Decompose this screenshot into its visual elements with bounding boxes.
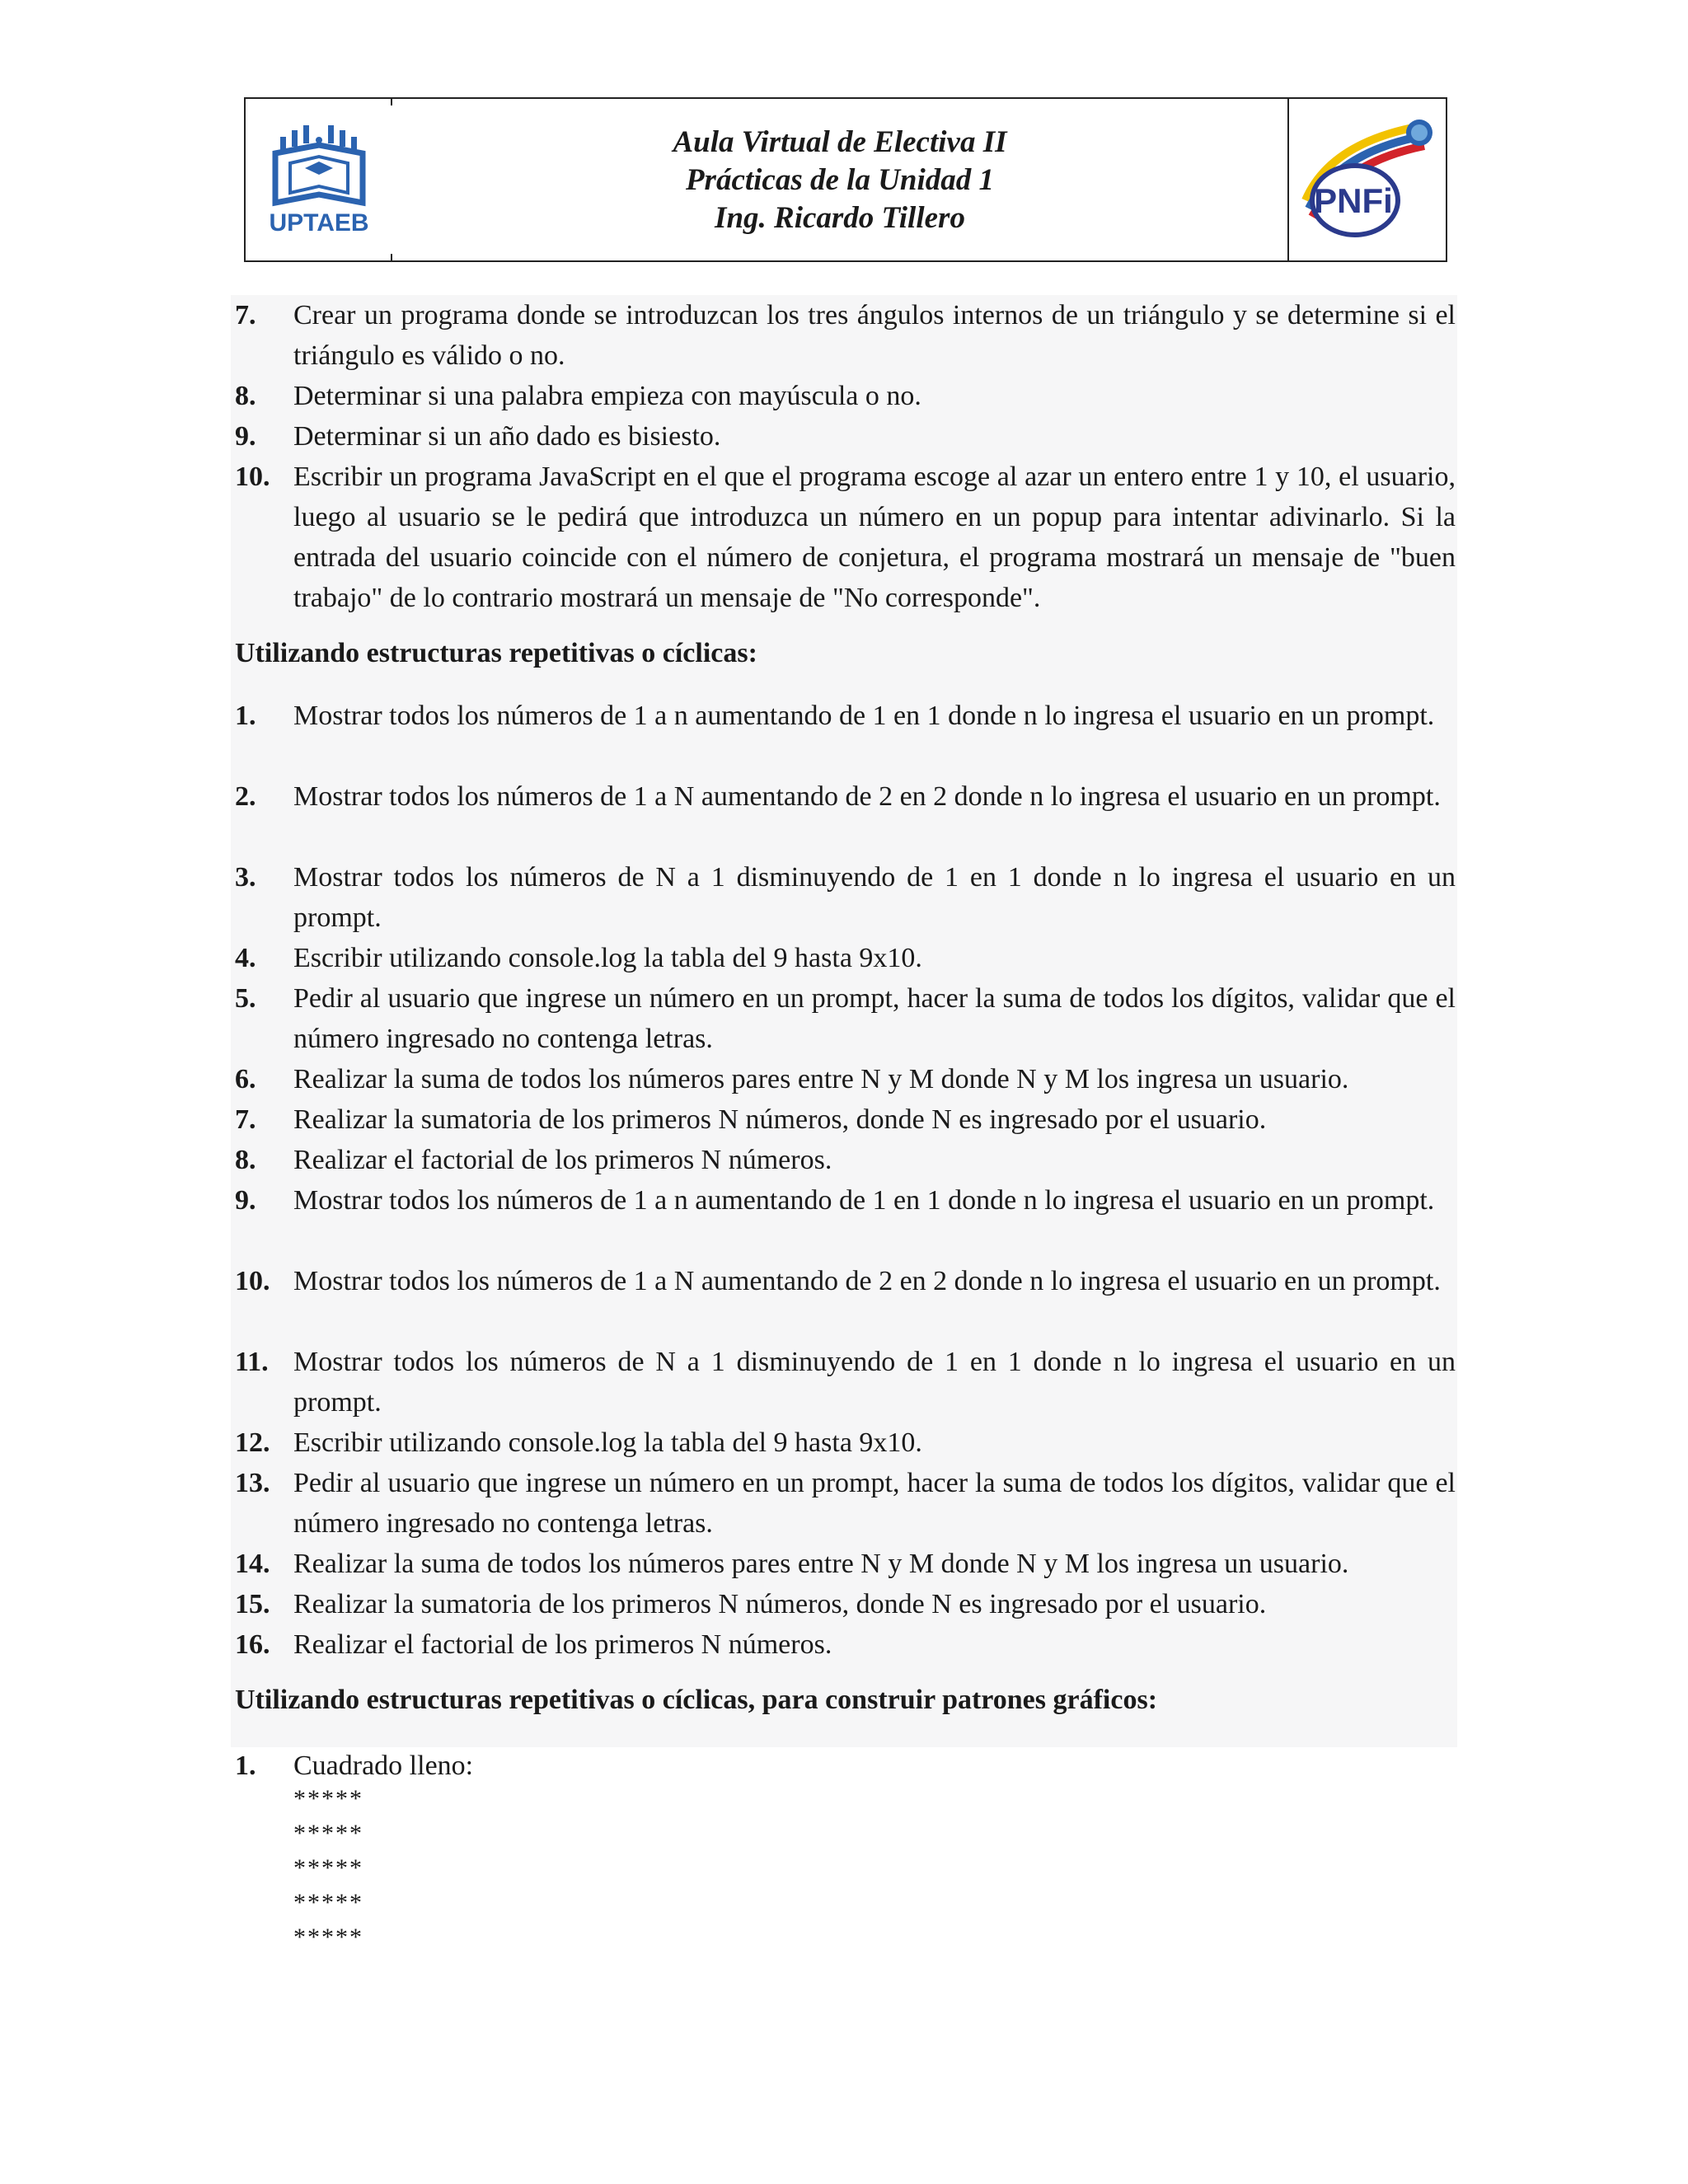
uptaeb-logo-text: UPTAEB bbox=[269, 209, 369, 237]
item-text: Mostrar todos los números de N a 1 disminuyendo de 1 en 1 donde n lo ingresa el usuario en un prompt. bbox=[293, 862, 1456, 933]
item-number: 9. bbox=[235, 421, 256, 452]
header-line-1: Aula Virtual de Electiva II bbox=[673, 125, 1007, 159]
item-text: Mostrar todos los números de 1 a N aumentando de 2 en 2 donde n lo ingresa el usuario en un prompt. bbox=[293, 781, 1441, 812]
section-heading: Utilizando estructuras repetitivas o cíclicas: bbox=[235, 638, 757, 668]
item-text: Determinar si una palabra empieza con mayúscula o no. bbox=[293, 381, 921, 411]
item-text: Realizar el factorial de los primeros N números. bbox=[293, 1145, 832, 1175]
item-text: Mostrar todos los números de 1 a n aumentando de 1 en 1 donde n lo ingresa el usuario en un prompt. bbox=[293, 1185, 1435, 1216]
item-text: Realizar la suma de todos los números pares entre N y M donde N y M los ingresa un usuario. bbox=[293, 1549, 1349, 1579]
item-number: 2. bbox=[235, 781, 256, 812]
item-number: 10. bbox=[235, 1266, 270, 1296]
item-number: 8. bbox=[235, 1145, 256, 1175]
item-text: Cuadrado lleno: bbox=[293, 1750, 474, 1781]
pattern-row: ***** bbox=[293, 1924, 363, 1951]
pnfi-logo-text: PNFi bbox=[1314, 181, 1393, 220]
item-number: 11. bbox=[235, 1347, 269, 1377]
item-text: Escribir utilizando console.log la tabla del 9 hasta 9x10. bbox=[293, 1427, 922, 1458]
item-text: Mostrar todos los números de 1 a N aumentando de 2 en 2 donde n lo ingresa el usuario en un prompt. bbox=[293, 1266, 1441, 1296]
item-number: 4. bbox=[235, 943, 256, 973]
item-text: Mostrar todos los números de 1 a n aumentando de 1 en 1 donde n lo ingresa el usuario en un prompt. bbox=[293, 701, 1435, 731]
item-number: 13. bbox=[235, 1468, 270, 1498]
item-number: 8. bbox=[235, 381, 256, 411]
item-number: 14. bbox=[235, 1549, 270, 1579]
item-number: 3. bbox=[235, 862, 256, 893]
item-text: Pedir al usuario que ingrese un número en un prompt, hacer la suma de todos los dígitos, validar que el número ingresado no contenga letras. bbox=[293, 983, 1456, 1054]
pattern-row: ***** bbox=[293, 1854, 363, 1882]
page-content bbox=[231, 295, 1457, 1747]
item-number: 1. bbox=[235, 1750, 256, 1781]
item-text: Determinar si un año dado es bisiesto. bbox=[293, 421, 721, 452]
header-title-block bbox=[392, 124, 1287, 237]
item-text: Realizar la suma de todos los números pares entre N y M donde N y M los ingresa un usuario. bbox=[293, 1064, 1349, 1094]
item-number: 5. bbox=[235, 983, 256, 1014]
item-text: Crear un programa donde se introduzcan los tres ángulos internos de un triángulo y se determine si el triángulo es válido o no. bbox=[293, 300, 1456, 371]
item-text: Escribir utilizando console.log la tabla del 9 hasta 9x10. bbox=[293, 943, 922, 973]
item-text: Realizar la sumatoria de los primeros N números, donde N es ingresado por el usuario. bbox=[293, 1589, 1267, 1619]
item-text: Mostrar todos los números de N a 1 disminuyendo de 1 en 1 donde n lo ingresa el usuario en un prompt. bbox=[293, 1347, 1456, 1418]
pnfi-logo bbox=[1287, 99, 1446, 260]
header-line-2: Prácticas de la Unidad 1 bbox=[685, 163, 995, 197]
item-text: Realizar la sumatoria de los primeros N números, donde N es ingresado por el usuario. bbox=[293, 1104, 1267, 1135]
pattern-row: ***** bbox=[293, 1785, 363, 1812]
section-heading: Utilizando estructuras repetitivas o cíclicas, para construir patrones gráficos: bbox=[235, 1685, 1158, 1715]
item-number: 16. bbox=[235, 1629, 270, 1660]
item-number: 10. bbox=[235, 462, 270, 492]
item-text: Escribir un programa JavaScript en el que el programa escoge al azar un entero entre 1 y 10, el usuario, luego al usuario se le pedirá que introduzca un número en un popup para intentar adivinarlo. Si la entrada del usuario coincide con el número de conjetura, el programa mostrará un mensaje de "buen trabajo" de lo contrario mostrará un mensaje de "No corresponde". bbox=[293, 462, 1456, 613]
document-header bbox=[244, 97, 1447, 262]
item-number: 9. bbox=[235, 1185, 256, 1216]
item-text: Pedir al usuario que ingrese un número en un prompt, hacer la suma de todos los dígitos, validar que el número ingresado no contenga letras. bbox=[293, 1468, 1456, 1539]
item-text: Realizar el factorial de los primeros N números. bbox=[293, 1629, 832, 1660]
item-number: 12. bbox=[235, 1427, 270, 1458]
item-number: 7. bbox=[235, 300, 256, 330]
item-number: 1. bbox=[235, 701, 256, 731]
uptaeb-logo bbox=[246, 99, 392, 260]
pattern-row: ***** bbox=[293, 1820, 363, 1847]
header-line-3: Ing. Ricardo Tillero bbox=[715, 201, 965, 235]
item-number: 7. bbox=[235, 1104, 256, 1135]
item-number: 6. bbox=[235, 1064, 256, 1094]
pattern-row: ***** bbox=[293, 1889, 363, 1916]
item-number: 15. bbox=[235, 1589, 270, 1619]
